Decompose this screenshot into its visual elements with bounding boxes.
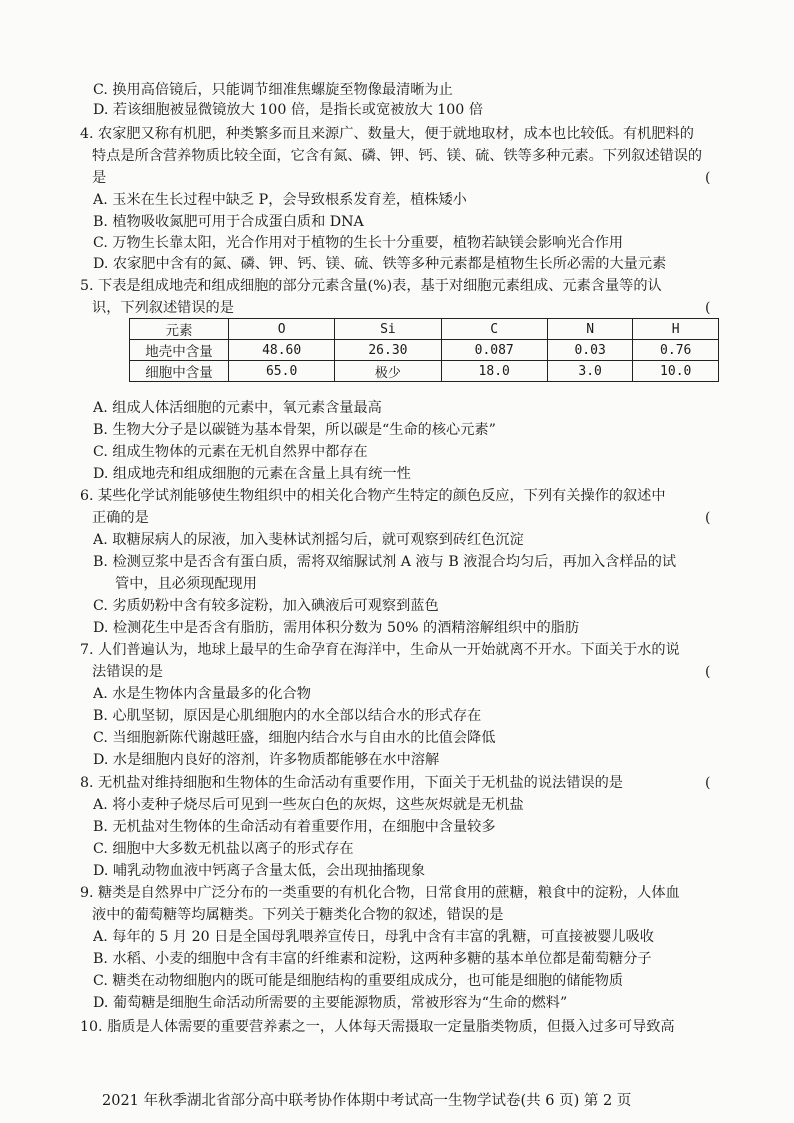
text-line: B. 植物吸收氮肥可用于合成蛋白质和 DNA [93,214,364,230]
text-line: 液中的葡萄糖等均属糖类。下列关于糖类化合物的叙述，错误的是 [92,907,504,923]
text-line: C. 细胞中大多数无机盐以离子的形式存在 [93,841,354,857]
text-line: A. 玉米在生长过程中缺乏 P，会导致根系发育差，植株矮小 [93,192,467,208]
text-line: D. 水是细胞内良好的溶剂，许多物质都能够在水中溶解 [93,752,440,768]
table-header-cell: C [441,319,547,340]
table-cell: 3.0 [547,361,633,382]
text-line: C. 换用高倍镜后，只能调节细准焦螺旋至物像最清晰为止 [93,82,453,98]
answer-bracket: ( [705,300,711,316]
text-line: 10. 脂质是人体需要的重要营养素之一，人体每天需摄取一定量脂类物质，但摄入过多可导致高 [80,1019,675,1035]
text-line: D. 若该细胞被显微镜放大 100 倍，是指长或宽被放大 100 倍 [93,102,484,118]
table-cell: 48.60 [229,340,335,361]
text-line: D. 农家肥中含有的氮、磷、钾、钙、镁、硫、铁等多种元素都是植物生长所必需的大量元素 [93,256,667,272]
text-line: A. 每年的 5 月 20 日是全国母乳喂养宣传日，母乳中含有丰富的乳糖，可直接被婴儿吸收 [93,929,654,945]
text-line: B. 检测豆浆中是否含有蛋白质，需将双缩脲试剂 A 液与 B 液混合均匀后，再加入含样品的试 [93,554,677,570]
text-line: C. 糖类在动物细胞内的既可能是细胞结构的重要组成成分，也可能是细胞的储能物质 [93,973,624,989]
text-line: 9. 糖类是自然界中广泛分布的一类重要的有机化合物，日常食用的蔗糖，粮食中的淀粉，人体血 [80,885,680,901]
text-line: D. 哺乳动物血液中钙离子含量太低，会出现抽搐现象 [93,863,426,879]
text-line: 法错误的是 [92,664,163,680]
table-cell: 65.0 [229,361,335,382]
text-line: B. 心肌坚韧，原因是心肌细胞内的水全部以结合水的形式存在 [93,708,482,724]
table-header-row [130,319,719,340]
text-line: B. 无机盐对生物体的生命活动有着重要作用，在细胞中含量较多 [93,819,496,835]
text-line: A. 将小麦种子烧尽后可见到一些灰白色的灰烬，这些灰烬就是无机盐 [93,797,524,813]
text-line: B. 生物大分子是以碳链为基本骨架，所以碳是“生命的核心元素” [93,422,496,438]
table-header-cell: H [633,319,719,340]
table-cell: 极少 [335,361,441,382]
text-line: 特点是所含营养物质比较全面，它含有氮、磷、钾、钙、镁、硫、铁等多种元素。下列叙述错误的 [92,148,703,164]
text-line: 正确的是 [92,510,149,526]
table-cell: 细胞中含量 [130,361,229,382]
table-cell: 10.0 [633,361,719,382]
table-cell: 地壳中含量 [130,340,229,361]
answer-bracket: ( [705,170,711,186]
table-row [130,340,719,361]
text-line: 管中，且必须现配现用 [115,576,257,592]
element-content-table [129,318,719,382]
text-line: D. 葡萄糖是细胞生命活动所需要的主要能源物质，常被形容为“生命的燃料” [93,995,568,1011]
text-line: 7. 人们普遍认为，地球上最早的生命孕育在海洋中，生命从一开始就离不开水。下面关于水的说 [80,642,680,658]
text-line: 4. 农家肥又称有机肥，种类繁多而且来源广、数量大，便于就地取材，成本也比较低。有机肥料的 [80,126,694,142]
text-line: A. 取糖尿病人的尿液，加入斐林试剂摇匀后，就可观察到砖红色沉淀 [93,532,524,548]
table-cell: 0.087 [441,340,547,361]
text-line: 识，下列叙述错误的是 [92,300,234,316]
table-cell: 18.0 [441,361,547,382]
text-line: C. 当细胞新陈代谢越旺盛，细胞内结合水与自由水的比值会降低 [93,730,496,746]
table-row [130,361,719,382]
text-line: C. 劣质奶粉中含有较多淀粉，加入碘液后可观察到蓝色 [93,598,439,614]
table-header-cell: O [229,319,335,340]
text-line: B. 水稻、小麦的细胞中含有丰富的纤维素和淀粉，这两种多糖的基本单位都是葡萄糖分子 [93,951,652,967]
text-line: D. 检测花生中是否含有脂肪，需用体积分数为 50% 的酒精溶解组织中的脂肪 [93,620,580,636]
text-line: 6. 某些化学试剂能够使生物组织中的相关化合物产生特定的颜色反应，下列有关操作的叙述中 [80,488,666,504]
text-line: 是 [92,170,107,186]
text-line: D. 组成地壳和组成细胞的元素在含量上具有统一性 [93,466,411,482]
table-cell: 0.03 [547,340,633,361]
text-line: 5. 下表是组成地壳和组成细胞的部分元素含量(%)表，基于对细胞元素组成、元素含量等的认 [80,278,662,294]
answer-bracket: ( [705,510,711,526]
table-cell: 0.76 [633,340,719,361]
text-line: A. 水是生物体内含量最多的化合物 [93,686,311,702]
text-line: C. 组成生物体的元素在无机自然界中都存在 [93,444,368,460]
text-line: A. 组成人体活细胞的元素中，氧元素含量最高 [93,400,382,416]
page-footer: 2021 年秋季湖北省部分高中联考协作体期中考试高一生物学试卷(共 6 页) 第 2 页 [102,1093,632,1109]
table-header-cell: N [547,319,633,340]
table-cell: 26.30 [335,340,441,361]
table-header-cell: 元素 [130,319,229,340]
answer-bracket: ( [705,664,711,680]
table-header-cell: Si [335,319,441,340]
text-line: 8. 无机盐对维持细胞和生物体的生命活动有重要作用，下面关于无机盐的说法错误的是 [80,775,623,791]
answer-bracket: ( [705,775,711,791]
text-line: C. 万物生长靠太阳，光合作用对于植物的生长十分重要，植物若缺镁会影响光合作用 [93,235,624,251]
